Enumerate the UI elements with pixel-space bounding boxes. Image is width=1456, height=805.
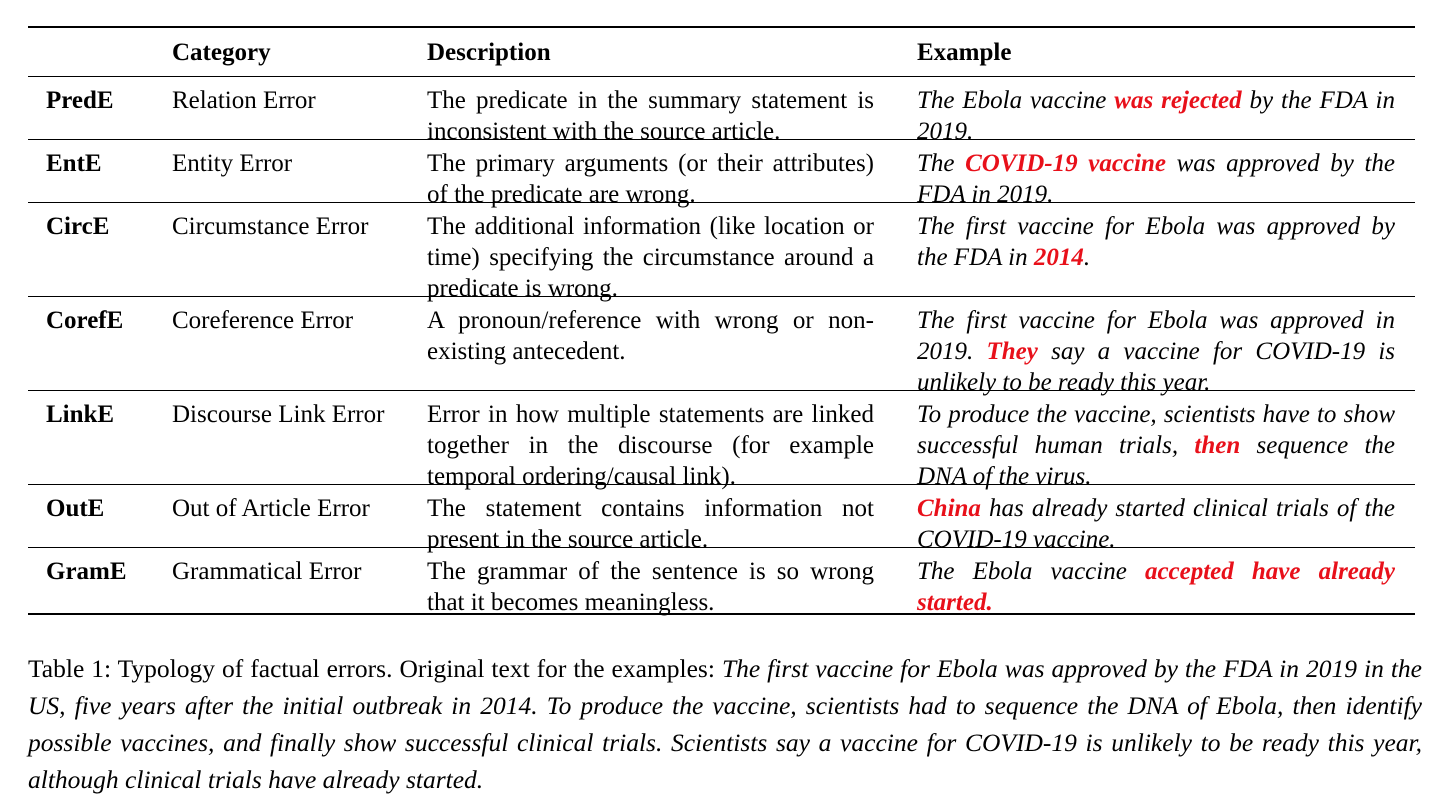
row-example: The Ebola vaccine was rejected by the FDA in 2019. [917,87,1395,145]
table-row [28,485,1415,553]
row-description: The statement contains information not present in the source article. [427,495,874,553]
row-example: The COVID-19 vaccine was approved by the FDA in 2019. [917,150,1396,208]
table-row [28,140,1415,208]
row-example: The first vaccine for Ebola was approved in 2019. They say a vaccine for COVID-19 is unlikely to be ready this year. [917,307,1396,396]
row-abbr: CircE [46,213,110,240]
row-category: Discourse Link Error [172,401,385,428]
row-category: Relation Error [172,87,316,114]
error-highlight: then [1194,432,1241,459]
header-example: Example [917,38,1012,66]
row-category: Grammatical Error [172,558,362,585]
row-example: To produce the vaccine, scientists have to show successful human trials, then sequence the DNA of the virus. [917,401,1396,490]
row-abbr: PredE [46,87,114,114]
row-abbr: GramE [46,558,127,585]
row-description: The additional information (like location or time) specifying the circumstance around a predicate is wrong. [427,213,874,302]
row-example: The first vaccine for Ebola was approved by the FDA in 2014. [917,213,1395,271]
caption-label: Table 1: Typology of factual errors. Original text for the examples: [28,654,722,683]
error-highlight: accepted have already started. [917,558,1395,616]
row-description: A pronoun/reference with wrong or non-existing antecedent. [427,307,874,365]
table-bottom-rule [28,613,1415,615]
header-description: Description [427,38,551,66]
caption-original-text: The first vaccine for Ebola was approved by the FDA in 2019 in the US, five years after the initial outbreak in 2014. To produce the vaccine, scientists had to sequence the DNA of Ebola, then identify possible vaccines, and finally show successful clinical trials. Scientists say a vaccine for COVID-19 is unlikely to be ready this year, although clinical trials have already started. [28,654,1422,794]
row-example: The Ebola vaccine accepted have already started. [917,558,1395,616]
error-highlight: was rejected [1114,87,1242,114]
row-category: Circumstance Error [172,213,369,240]
table-header-row [28,28,1415,76]
table-row [28,548,1415,616]
error-highlight: China [917,495,981,522]
error-highlight: They [986,338,1038,365]
error-typology-table [28,26,1415,615]
row-category: Entity Error [172,150,293,177]
table-row [28,203,1415,302]
table-row [28,297,1415,396]
table-row [28,391,1415,490]
header-category: Category [172,38,271,66]
row-description: The predicate in the summary statement is inconsistent with the source article. [427,87,874,145]
error-highlight: 2014 [1033,244,1084,271]
row-description: Error in how multiple statements are linked together in the discourse (for example temporal ordering/causal link). [427,401,874,490]
row-abbr: EntE [46,150,102,177]
row-category: Out of Article Error [172,495,370,522]
row-description: The primary arguments (or their attributes) of the predicate are wrong. [427,150,874,208]
table-row [28,77,1415,145]
row-abbr: OutE [46,495,105,522]
error-highlight: COVID-19 vaccine [965,150,1166,177]
row-description: The grammar of the sentence is so wrong that it becomes meaningless. [427,558,874,616]
row-abbr: LinkE [46,401,115,428]
row-category: Coreference Error [172,307,354,334]
row-example: China has already started clinical trials of the COVID-19 vaccine. [917,495,1395,553]
row-abbr: CorefE [46,307,124,334]
table-caption [28,650,1422,798]
